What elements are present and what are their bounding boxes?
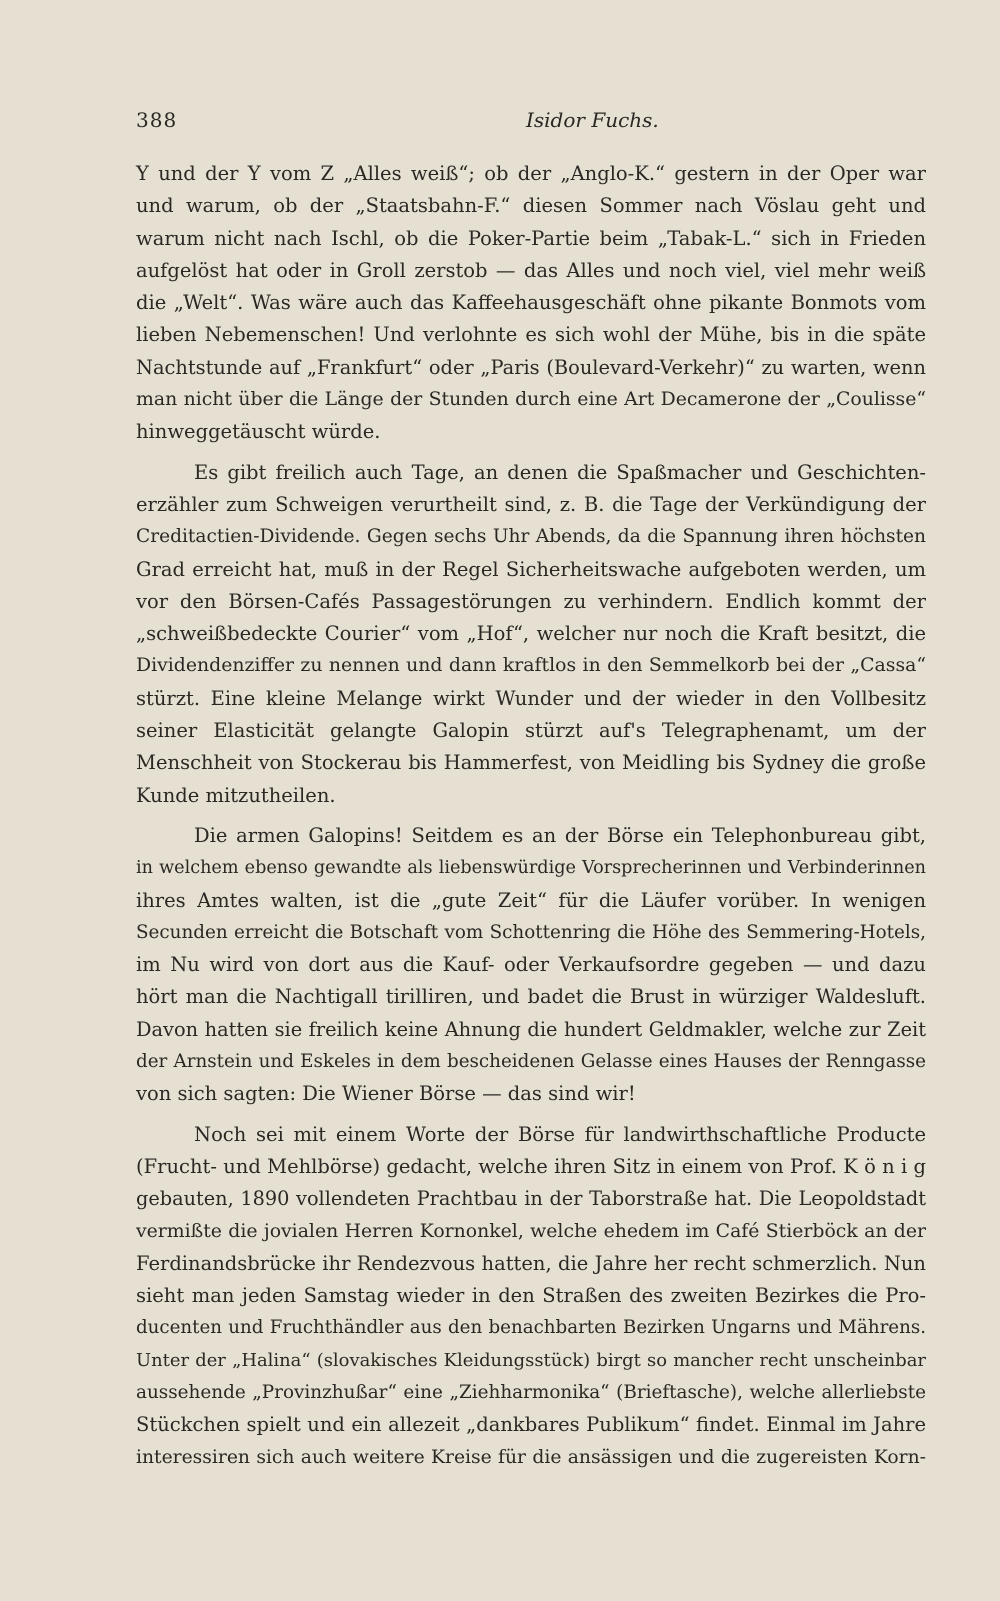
text-line: man nicht über die Länge der Stunden durch eine Art Decamerone der „Coulisse“ [136,389,926,411]
text-line: ihres Amtes walten, ist die „gute Zeit“ für die Läufer vorüber. In wenigen [136,888,926,912]
text-line: Creditactien-Dividende. Gegen sechs Uhr Abends, da die Spannung ihren höchsten [136,526,926,548]
text-line: Die armen Galopins! Seitdem es an der Börse ein Telephonbureau gibt, [194,823,926,847]
text-line: warum nicht nach Ischl, ob die Poker-Partie beim „Tabak-L.“ sich in Frieden [136,226,926,250]
text-line: Es gibt freilich auch Tage, an denen die Spaßmacher und Geschichten- [194,460,926,484]
text-line: vor den Börsen-Cafés Passagestörungen zu verhindern. Endlich kommt der [136,589,926,613]
paragraph [136,1119,926,1474]
text-line: und warum, ob der „Staatsbahn-F.“ diesen Sommer nach Vöslau geht und [136,194,926,218]
text-line: von sich sagten: Die Wiener Börse — das sind wir! [136,1082,636,1106]
paragraph [136,158,926,449]
text-line: interessiren sich auch weitere Kreise für die ansässigen und die zugereisten Korn- [136,1446,926,1468]
page-number: 388 [136,108,178,132]
text-line: aufgelöst hat oder in Groll zerstob — das Alles und noch viel, viel mehr weiß [136,258,926,282]
text-line: ducenten und Fruchthändler aus den benachbarten Bezirken Ungarns und Mährens. [136,1317,926,1339]
text-line: hinweggetäuscht würde. [136,420,381,444]
text-line: Noch sei mit einem Worte der Börse für landwirthschaftliche Producte [194,1122,926,1146]
text-line: die „Welt“. Was wäre auch das Kaffeehausgeschäft ohne pikante Bonmots vom [136,291,926,315]
text-line: hört man die Nachtigall tirilliren, und badet die Brust in würziger Waldesluft. [136,985,926,1009]
text-line: Dividendenziffer zu nennen und dann kraftlos in den Semmelkorb bei der „Cassa“ [136,655,926,677]
running-title: Isidor Fuchs. [526,108,659,132]
text-line: erzähler zum Schweigen verurtheilt sind, z. B. die Tage der Verkündigung der [136,492,926,516]
text-line: sieht man jeden Samstag wieder in den Straßen des zweiten Bezirkes die Pro- [136,1284,926,1308]
text-line: seiner Elasticität gelangte Galopin stürzt auf's Telegraphenamt, um der [136,719,926,743]
page-header [136,108,926,142]
text-line: Menschheit von Stockerau bis Hammerfest, von Meidling bis Sydney die große [136,751,926,775]
text-line: aussehende „Provinzhußar“ eine „Ziehharmonika“ (Brieftasche), welche allerliebste [136,1381,926,1403]
text-line: vermißte die jovialen Herren Kornonkel, welche ehedem im Café Stierböck an der [136,1220,926,1242]
text-line: lieben Nebemenschen! Und verlohnte es sich wohl der Mühe, bis in die späte [136,323,926,347]
text-line: Ferdinandsbrücke ihr Rendezvous hatten, die Jahre her recht schmerzlich. Nun [136,1251,926,1275]
text-line: gebauten, 1890 vollendeten Prachtbau in der Taborstraße hat. Die Leopoldstadt [136,1187,926,1211]
text-line: „schweißbedeckte Courier“ vom „Hof“, welcher nur noch die Kraft besitzt, die [136,622,926,646]
text-line: Secunden erreicht die Botschaft vom Schottenring die Höhe des Semmering-Hotels, [136,921,926,943]
text-line: Stückchen spielt und ein allezeit „dankbares Publikum“ findet. Einmal im Jahre [136,1413,926,1437]
text-line: Kunde mitzutheilen. [136,783,336,807]
text-line: im Nu wird von dort aus die Kauf- oder Verkaufsordre gegeben — und dazu [136,953,926,977]
paragraph [136,820,926,1111]
paragraph [136,457,926,812]
text-line: Grad erreicht hat, muß in der Regel Sicherheitswache aufgeboten werden, um [136,557,926,581]
text-line: in welchem ebenso gewandte als liebenswürdige Vorsprecherinnen und Verbinderinnen [136,858,926,879]
text-line: der Arnstein und Eskeles in dem bescheidenen Gelasse eines Hauses der Renngasse [136,1051,926,1073]
body-text [136,158,926,1474]
text-line: Nachtstunde auf „Frankfurt“ oder „Paris (Boulevard-Verkehr)“ zu warten, wenn [136,355,926,379]
text-line: Unter der „Halina“ (slovakisches Kleidungsstück) birgt so mancher recht unscheinbar [136,1349,926,1371]
text-line: Y und der Y vom Z „Alles weiß“; ob der „Anglo-K.“ gestern in der Oper war [136,162,926,185]
text-line: Davon hatten sie freilich keine Ahnung die hundert Geldmakler, welche zur Zeit [136,1017,926,1041]
text-line: stürzt. Eine kleine Melange wirkt Wunder und der wieder in den Vollbesitz [136,686,926,710]
text-line: (Frucht- und Mehlbörse) gedacht, welche ihren Sitz in einem von Prof. K ö n i g [136,1154,926,1178]
